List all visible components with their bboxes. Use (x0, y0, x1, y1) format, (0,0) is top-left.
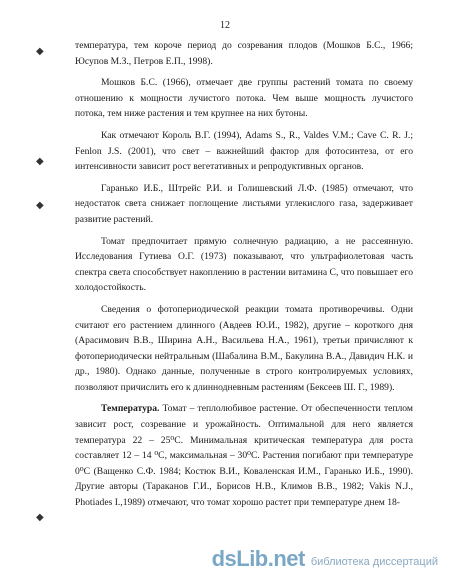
margin-mark-icon: ◆ (36, 156, 44, 167)
paragraph: Томат предпочитает прямую солнечную радиацию, а не рассеянную. Исследования Гутиева О.Г. (1973) показывают, что ультрафиолетовая часть спектра света способствует накоплению в растении витамина С, что повышает его холодостойкость. (75, 235, 413, 294)
paragraph: Как отмечают Король В.Г. (1994), Adams S., R., Valdes V.M.; Cave C. R. J.; Fenlon J.S. (2001), что свет – важнейший фактор для фотосинтеза, от его интенсивности зависит рост вегетативных и репродуктивных органов. (75, 129, 413, 173)
margin-mark-icon: ◆ (36, 200, 44, 211)
watermark (212, 546, 438, 572)
paragraph: температура, тем короче период до созревания плодов (Мошков Б.С., 1966; Юсупов М.З., Петров Е.П., 1998). (75, 40, 413, 67)
watermark-subtitle: библиотека диссертаций (310, 556, 438, 568)
paragraph: Гаранько И.Б., Штрейс Р.И. и Голишевский Л.Ф. (1985) отмечают, что недостаток света снижает поглощение листьями углекислого газа, задерживает развитие растений. (75, 182, 413, 225)
section-heading: Температура. (101, 403, 160, 415)
watermark-logo: dsLib.net (211, 546, 305, 571)
paragraph-text: Томат – теплолюбивое растение. От обеспеченности теплом зависит рост, созревание и урожайность. Оптимальной для него является температура 22 – 25⁰С. Минимальная критическая температура для роста составляет 12 – 14 ⁰С, максимальная – 30⁰С. Растения погибают при температуре 0⁰С (Ващенко С.Ф. 1984; Костюк В.И., Коваленская И.М., Гаранько И.Б., 1990). Другие авторы (Тараканов Г.И., Борисов Н.В., Климов В.В., 1982; Vakis N.J., Photiades I.,1989) отмечают, что томат хорошо растет при температуре днем 18- (75, 403, 413, 509)
paragraph: Сведения о фотопериодической реакции томата противоречивы. Одни считают его растением длинного (Авдеев Ю.И., 1982), другие – короткого дня (Арасимович В.В., Ширина А.Н., Васильева Н.А., 1961), третьи причисляют к фотопериодически нейтральным (Шабалина В.М., Бакулина В.А., Давидич Н.К. и др., 1980). Однако данные, полученные в строго контролируемых условиях, позволяют причислить его к длиннодневным растениям (Бексеев Ш. Г., 1989). (75, 303, 413, 393)
paragraph-temperature (75, 401, 413, 510)
margin-mark-icon: ◆ (36, 46, 44, 57)
page-number: 12 (220, 20, 230, 31)
paragraph: Мошков Б.С. (1966), отмечает две группы растений томата по своему отношению к мощности лучистого потока. Чем выше мощность лучистого потока, тем ниже растения и тем крупнее на них бутоны. (75, 77, 413, 120)
margin-mark-icon: ◆ (36, 512, 44, 523)
body-text (75, 38, 413, 517)
